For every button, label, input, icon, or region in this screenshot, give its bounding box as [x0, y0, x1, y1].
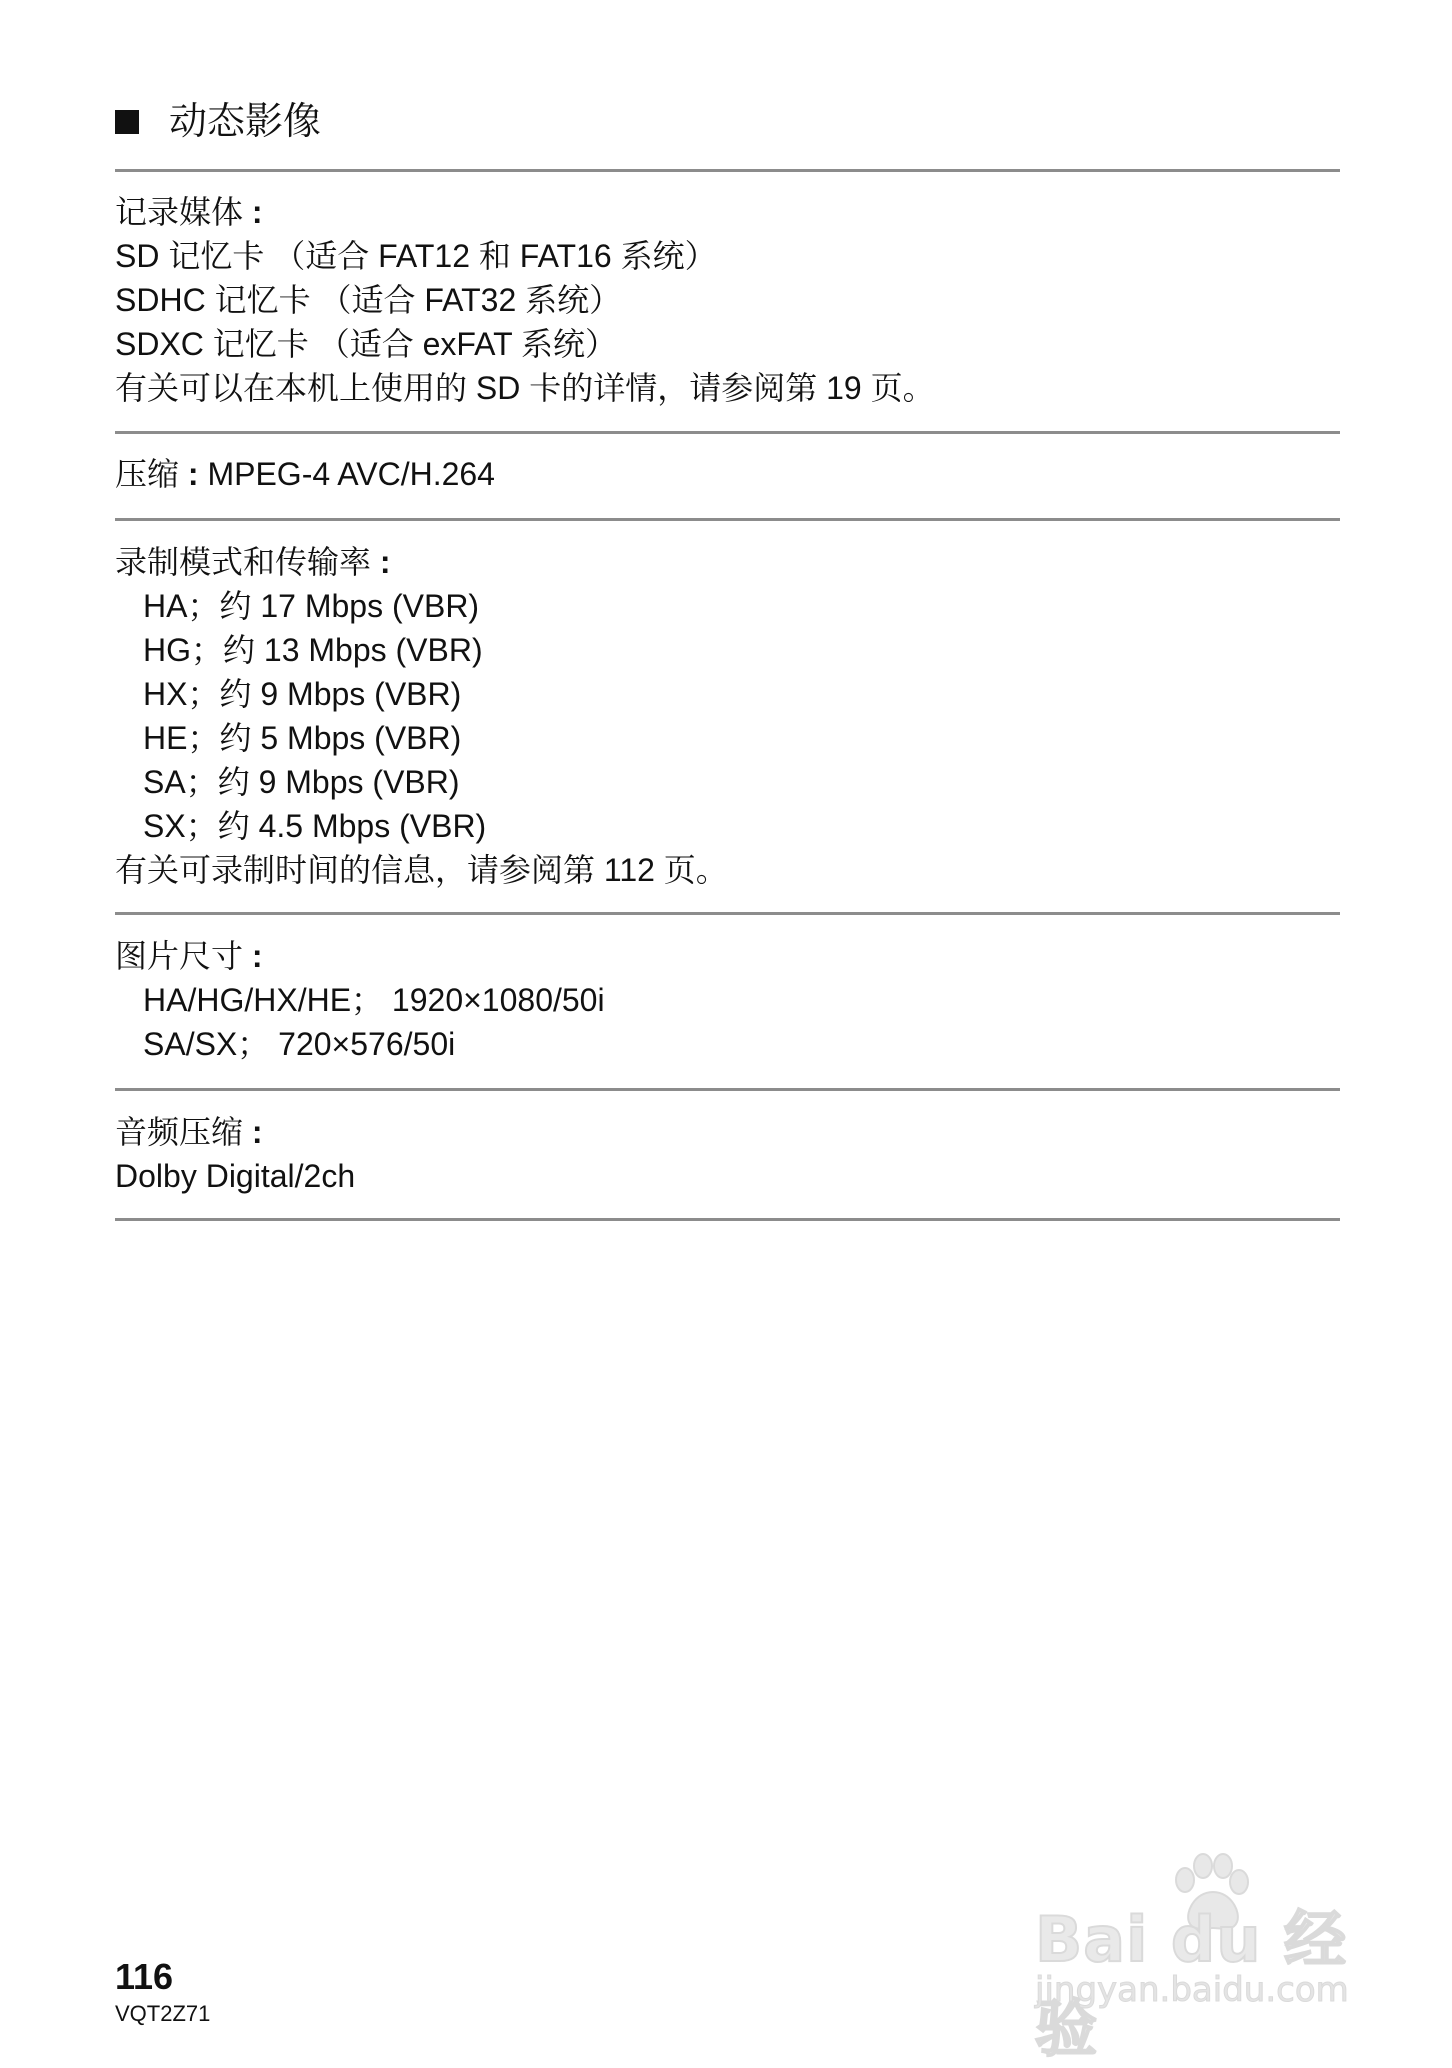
media-line: SDHC 记忆卡 （适合 FAT32 系统）: [115, 282, 622, 318]
picture-size-section: [115, 934, 1340, 1066]
media-label: 记录媒体: [115, 194, 244, 230]
square-bullet-icon: [115, 110, 139, 134]
compression-label: 压缩: [115, 456, 180, 492]
divider: [115, 431, 1340, 434]
picture-size-label: 图片尺寸: [115, 938, 244, 974]
media-label-line: [115, 190, 1340, 234]
media-colon: :: [251, 194, 263, 230]
media-note: 有关可以在本机上使用的 SD 卡的详情，请参阅第 19 页。: [115, 370, 935, 406]
recording-mode-item: HX；约 9 Mbps (VBR): [143, 676, 462, 712]
recording-mode-item: SA；约 9 Mbps (VBR): [143, 764, 460, 800]
recording-mode-item: HA；约 17 Mbps (VBR): [143, 588, 480, 624]
compression-section: [115, 452, 1340, 496]
media-line: SDXC 记忆卡 （适合 exFAT 系统）: [115, 326, 617, 362]
watermark-brand: Bai du 经验: [1035, 1903, 1348, 2065]
recording-mode-item: HE；约 5 Mbps (VBR): [143, 720, 462, 756]
media-line: SD 记忆卡 （适合 FAT12 和 FAT16 系统）: [115, 238, 717, 274]
recording-mode-label-line: [115, 540, 1340, 584]
heading-text: 动态影像: [169, 101, 322, 143]
audio-value: Dolby Digital/2ch: [115, 1158, 356, 1194]
section-heading: [115, 96, 321, 148]
audio-section: [115, 1110, 1340, 1198]
audio-label-line: [115, 1110, 1340, 1154]
compression-value: MPEG-4 AVC/H.264: [207, 456, 495, 492]
divider: [115, 169, 1340, 172]
picture-size-item: SA/SX； 720×576/50i: [143, 1026, 456, 1062]
page-number: 116: [115, 1956, 174, 1997]
recording-mode-section: [115, 540, 1340, 892]
recording-mode-label: 录制模式和传输率: [115, 544, 372, 580]
compression-colon: :: [187, 456, 199, 492]
picture-size-item: HA/HG/HX/HE； 1920×1080/50i: [143, 982, 605, 1018]
picture-size-label-line: [115, 934, 1340, 978]
media-section: [115, 190, 1340, 410]
recording-mode-item: HG；约 13 Mbps (VBR): [143, 632, 483, 668]
recording-mode-item: SX；约 4.5 Mbps (VBR): [143, 808, 487, 844]
recording-mode-colon: :: [379, 544, 391, 580]
divider: [115, 1218, 1340, 1221]
compression-line: [115, 452, 1340, 496]
recording-mode-note: 有关可录制时间的信息，请参阅第 112 页。: [115, 852, 728, 888]
divider: [115, 518, 1340, 521]
divider: [115, 1088, 1340, 1091]
baidu-watermark: [1035, 1850, 1365, 2065]
divider: [115, 912, 1340, 915]
audio-label: 音频压缩: [115, 1114, 244, 1150]
picture-size-colon: :: [251, 938, 263, 974]
audio-colon: :: [251, 1114, 263, 1150]
document-code: VQT2Z71: [115, 2001, 211, 2026]
watermark-url: jingyan.baidu.com: [1035, 1970, 1349, 2010]
